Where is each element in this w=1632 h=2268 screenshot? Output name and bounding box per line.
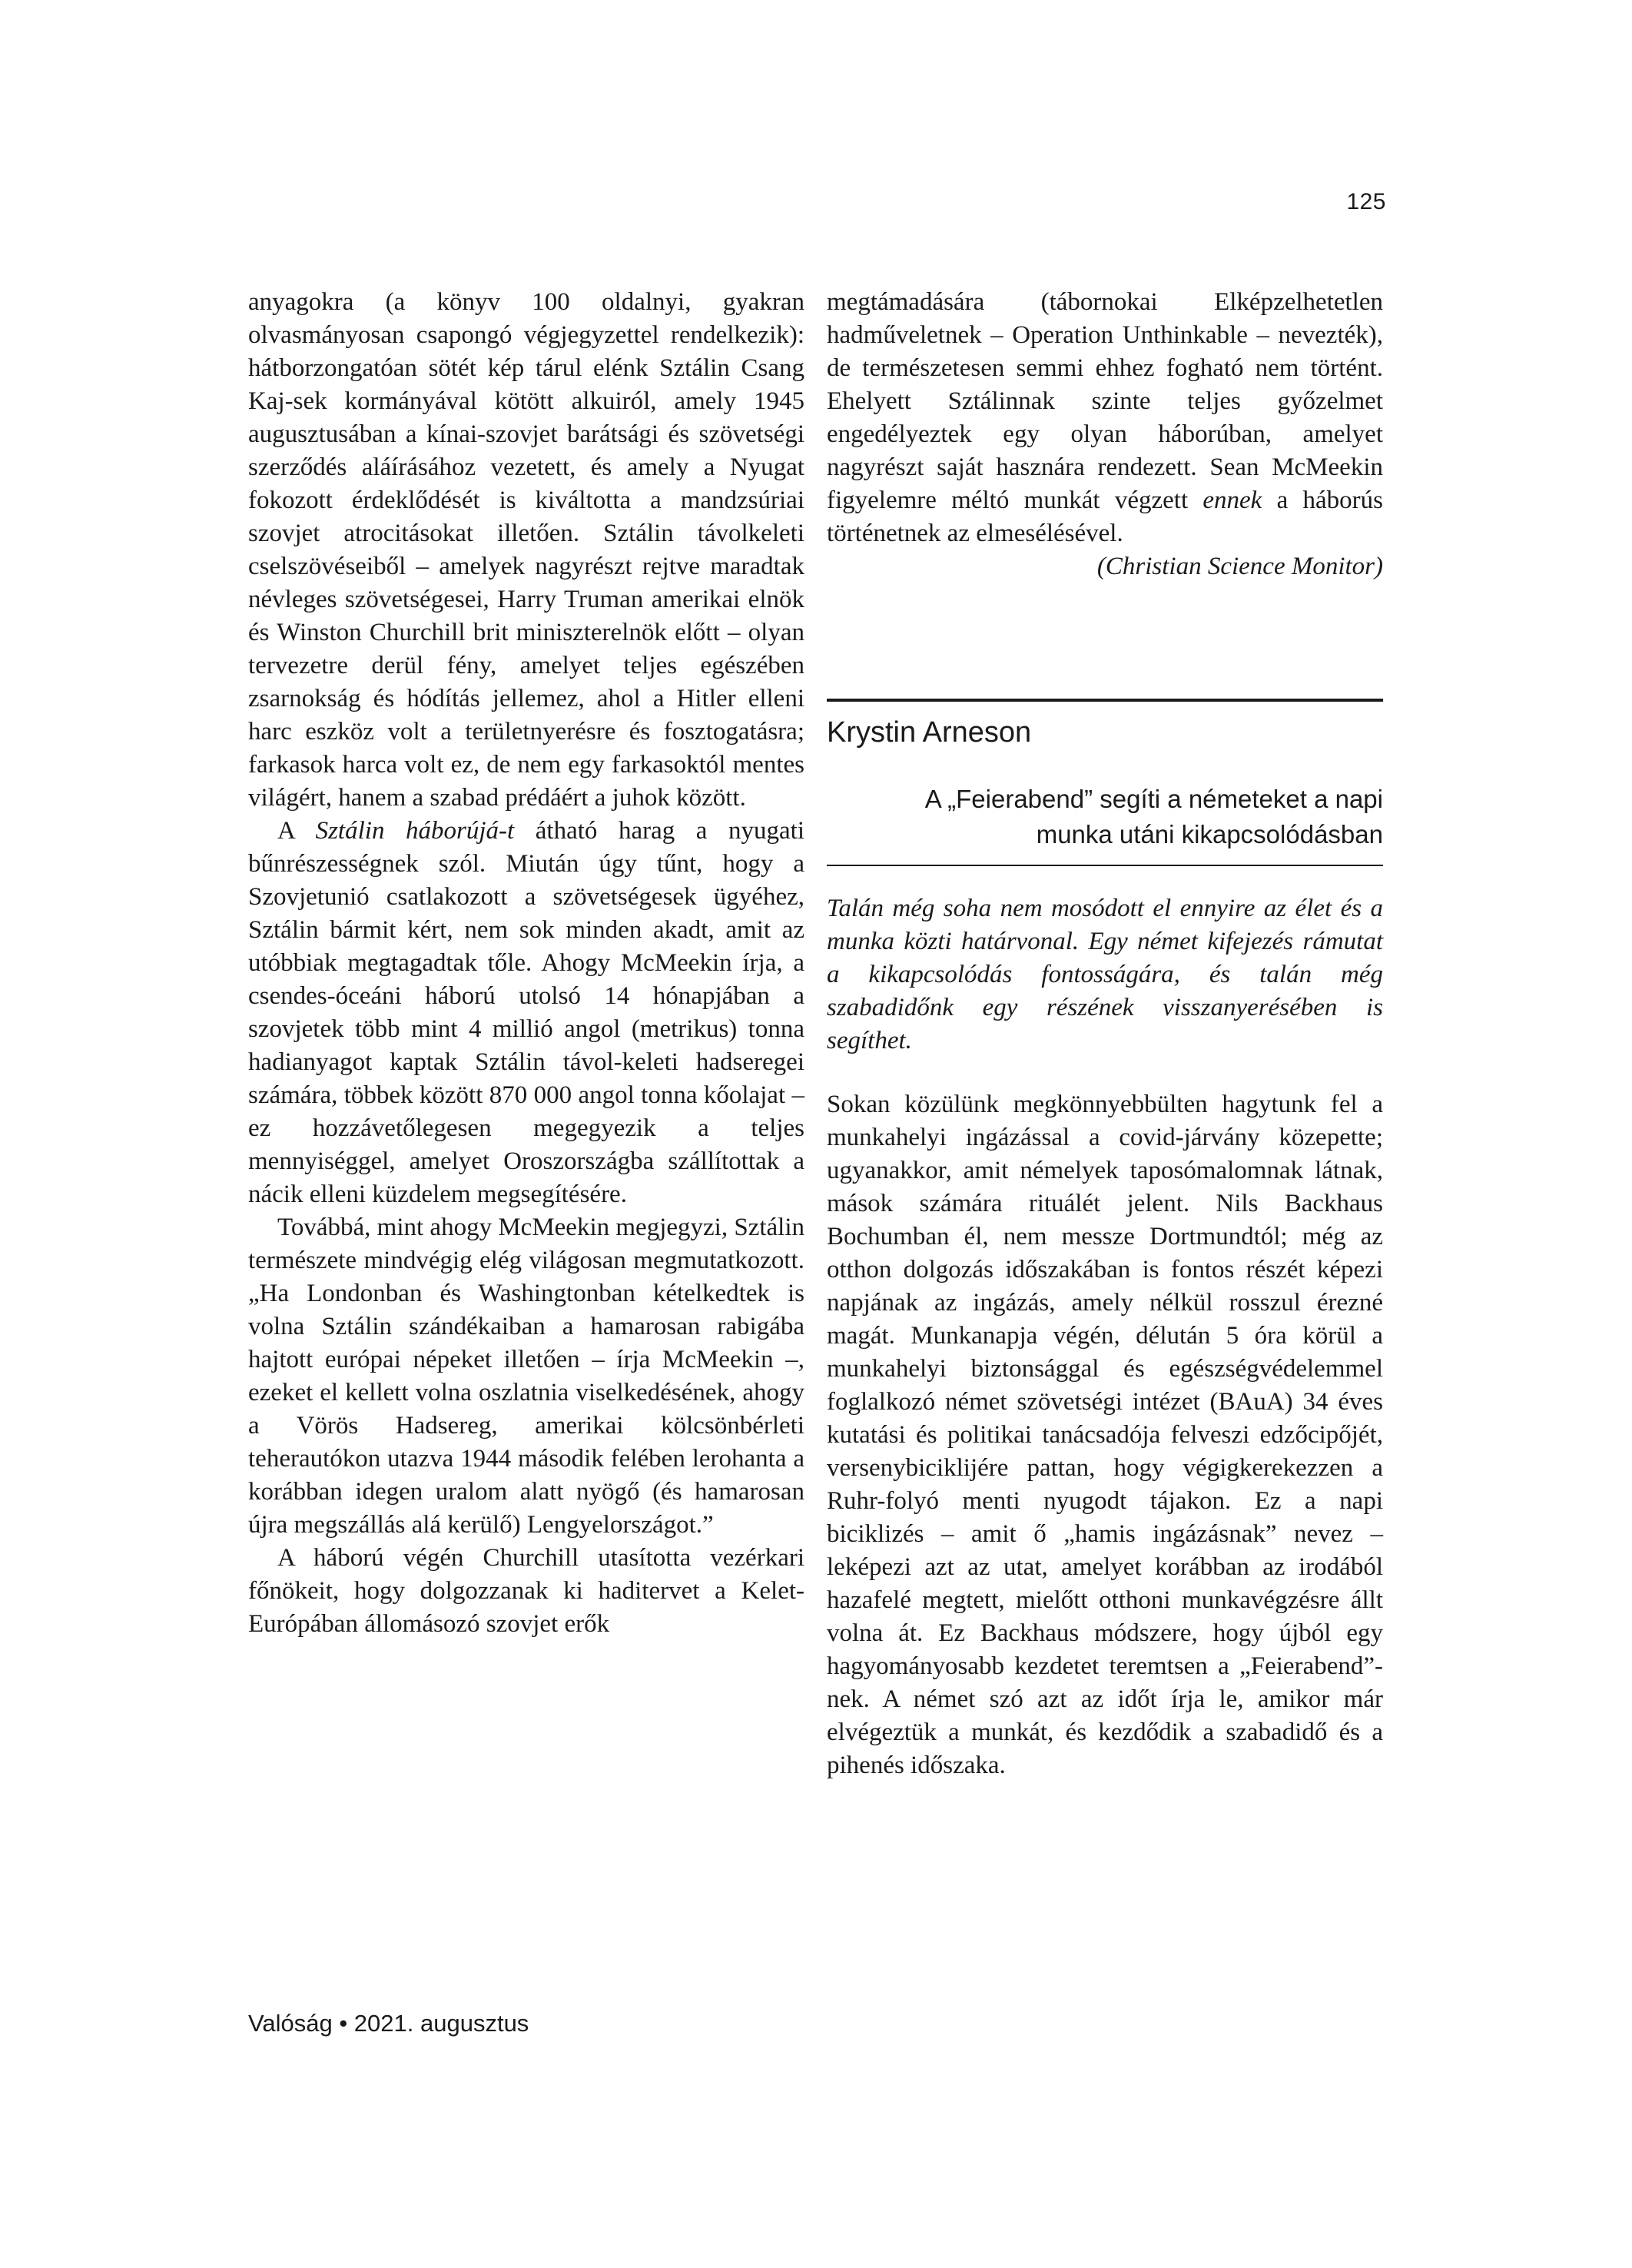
headline-divider xyxy=(827,865,1383,866)
headline-line: A „Feierabend” segíti a németeket a napi xyxy=(924,785,1383,813)
paragraph: A háború végén Churchill utasította vezérkari főnökeit, hogy dolgozzanak ki haditervet a Kelet-Európában állomásozó szovjet erők xyxy=(248,1544,804,1638)
headline-line: munka utáni kikapcsolódásban xyxy=(1036,820,1383,848)
italic-word: ennek xyxy=(1202,486,1262,514)
page-number: 125 xyxy=(1346,189,1386,214)
text-run: A xyxy=(277,817,316,845)
section-divider xyxy=(827,699,1383,702)
text-run: a háborús történetnek az elmesélésével. xyxy=(827,486,1383,547)
paragraph xyxy=(248,815,804,1211)
spacer xyxy=(827,583,1383,699)
source-credit: (Christian Science Monitor) xyxy=(1096,553,1383,580)
paragraph: anyagokra (a könyv 100 oldalnyi, gyakran olvasmányosan csapongó végjegyzettel rendelkezik): hátborzongatóan sötét kép tárul elénk Sztálin Csang Kaj-sek kormányával kötött alkuiról, amely 1945 augusztusában a kínai-szovjet barátsági és szövetségi szerződés aláírásához vezetett, és amely a Nyugat fokozott érdeklődését is kiváltotta a mandzsúriai szovjet atrocitásokat illetően. Sztálin távolkeleti cselszövéseiből – amelyek nagyrészt rejtve maradtak névleges szövetségesei, Harry Truman amerikai elnök és Winston Churchill brit miniszterelnök előtt – olyan tervezetre derül fény, amelyet teljes egészében zsarnokság és hódítás jellemez, ahol a Hitler elleni harc eszköz volt a területnyerésre és fosztogatásra; farkasok harca volt ez, de nem egy farkasoktól mentes világért, hanem a szabad prédáért a juhok között. xyxy=(248,288,804,812)
article-headline xyxy=(827,782,1383,852)
right-column xyxy=(827,286,1383,1782)
paragraph xyxy=(827,286,1383,550)
article-lead: Talán még soha nem mosódott el ennyire az élet és a munka közti határvonal. Egy német kifejezés rámutat a kikapcsolódás fontosságára, és talán még szabadidőnk egy részének visszanyerésében is segíthet. xyxy=(827,895,1383,1054)
footer: Valóság • 2021. augusztus xyxy=(248,2010,529,2037)
italic-title: Sztálin háborújá-t xyxy=(315,817,515,845)
text-run: megtámadására (tábornokai Elképzelhetetlen hadműveletnek – Operation Unthinkable – nevezték), de természetesen semmi ehhez fogható nem történt. Ehelyett Sztálinnak szinte teljes győzelmet engedélyeztek egy olyan háborúban, amelyet nagyrészt saját hasznára rendezett. Sean McMeekin figyelemre méltó munkát végzett xyxy=(827,288,1383,514)
paragraph: Továbbá, mint ahogy McMeekin megjegyzi, Sztálin természete mindvégig elég világosan megmutatkozott. „Ha Londonban és Washingtonban kételkedtek is volna Sztálin szándékaiban a hamarosan rabigába hajtott európai népeket illetően – írja McMeekin –, ezeket el kellett volna oszlatnia viselkedésének, ahogy a Vörös Hadsereg, amerikai kölcsönbérleti teherautókon utazva 1944 második felében lerohanta a korábban idegen uralom alatt nyögő (és hamarosan újra megszállás alá kerülő) Lengyelországot.” xyxy=(248,1214,804,1539)
text-run: átható harag a nyugati bűnrészességnek szól. Miután úgy tűnt, hogy a Szovjetunió csatlakozott a szövetségesek ügyéhez, Sztálin bármit kért, nem sok minden akadt, amit az utóbbiak megtagadtak tőle. Ahogy McMeekin írja, a csendes-óceáni háború utolsó 14 hónapjában a szovjetek több mint 4 millió angol (metrikus) tonna hadianyagot kaptak Sztálin távol-keleti hadseregei számára, többek között 870 000 angol tonna kőolajat – ez hozzávetőlegesen megegyezik a teljes mennyiséggel, amelyet Oroszországba szállítottak a nácik elleni küzdelem megsegítésére. xyxy=(248,817,805,1208)
author-name: Krystin Arneson xyxy=(827,716,1032,749)
paragraph: Sokan közülünk megkönnyebbülten hagytunk fel a munkahelyi ingázással a covid-járvány közepette; ugyanakkor, amit némelyek taposómalomnak látnak, mások számára rituálét jelent. Nils Backhaus Bochumban él, nem messze Dortmundtól; még az otthon dolgozás időszakában is fontos részét képezi napjának az ingázás, amely nélkül rosszul érezné magát. Munkanapja végén, délután 5 óra körül a munkahelyi biztonsággal és egészségvédelemmel foglalkozó német szövetségi intézet (BAuA) 34 éves kutatási és politikai tanácsadója felveszi edzőcipőjét, versenybiciklijére pattan, hogy végigkerekezzen a Ruhr-folyó menti nyugodt tájakon. Ez a napi biciklizés – amit ő „hamis ingázásnak” nevez – leképezi azt az utat, amelyet korábban az irodából hazafelé megtett, mielőtt otthoni munkavégzésre állt volna át. Ez Backhaus módszere, hogy újból egy hagyományosabb kezdetet teremtsen a „Feierabend”-nek. A német szó azt az időt írja le, amikor már elvégeztük a munkát, és kezdődik a szabadidő és a pihenés időszaka. xyxy=(827,1091,1383,1779)
left-column xyxy=(248,286,804,1641)
